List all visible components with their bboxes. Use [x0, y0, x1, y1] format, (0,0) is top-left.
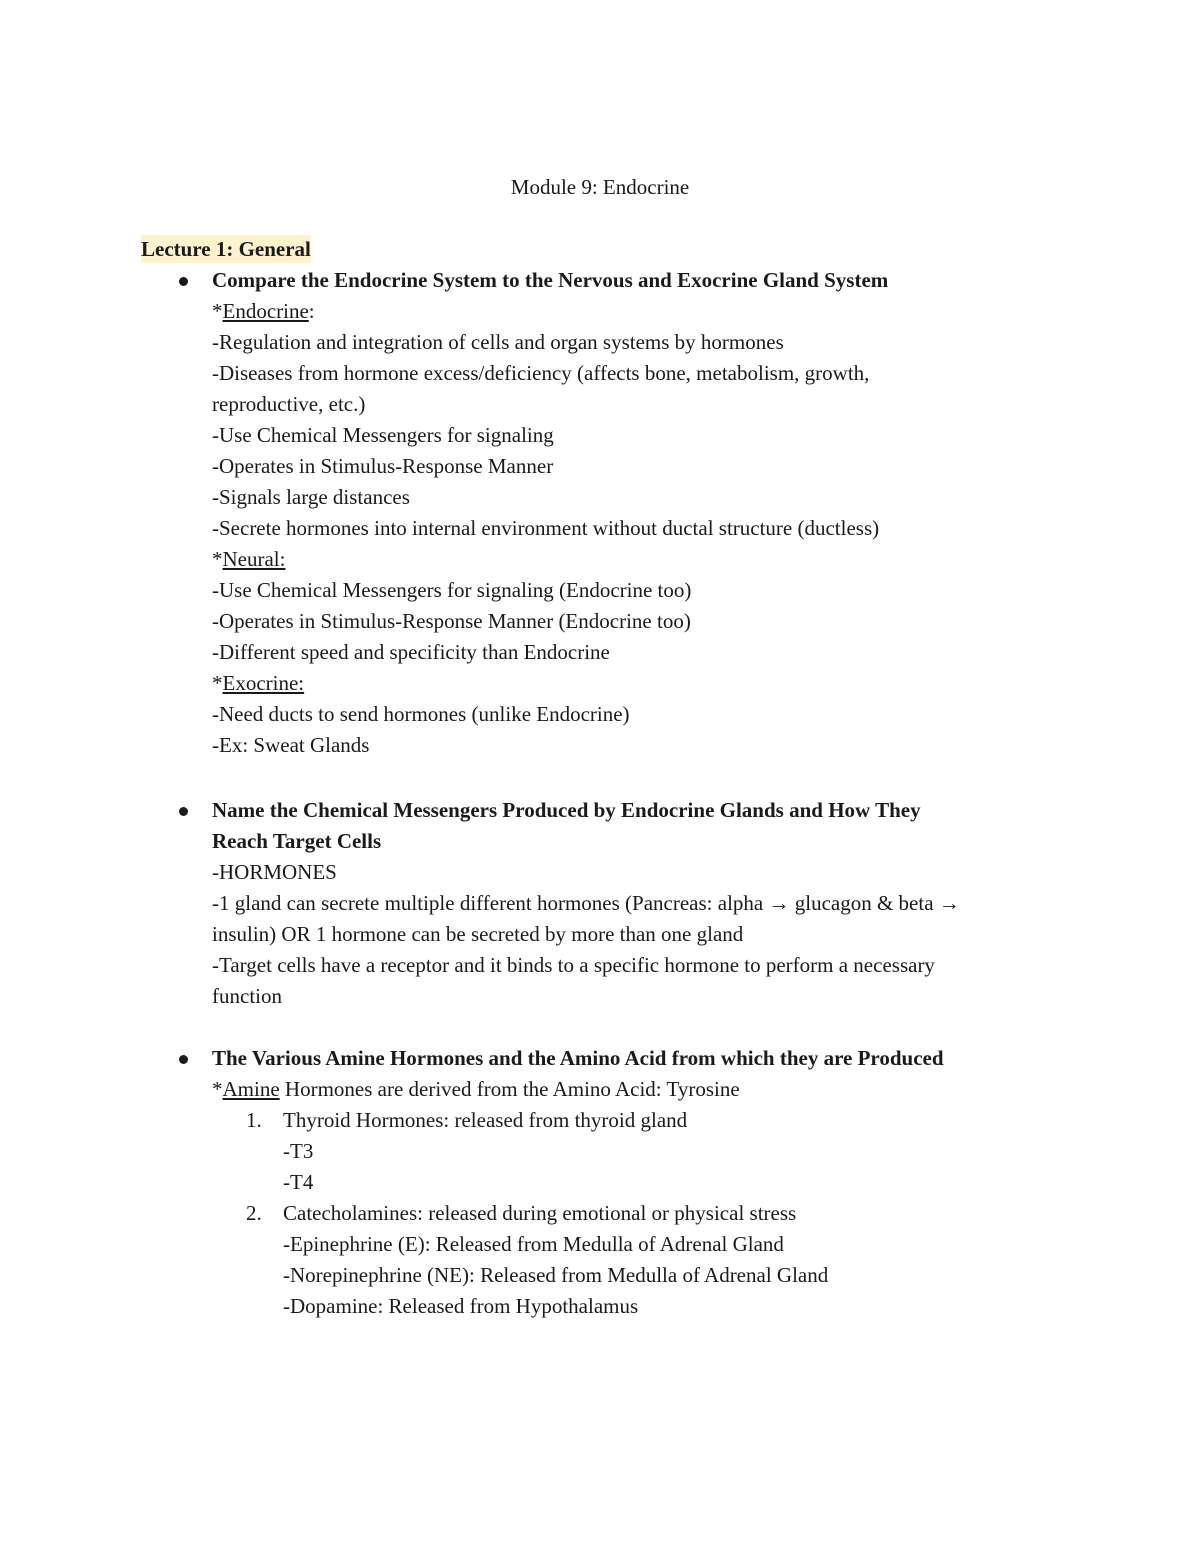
amine-intro-text: Hormones are derived from the Amino Acid: Tyrosine	[279, 1077, 740, 1101]
exocrine-label-text: Exocrine:	[222, 671, 305, 695]
list-item: -Different speed and specificity than Endocrine	[212, 640, 610, 664]
list-item: -Ex: Sweat Glands	[212, 733, 370, 757]
amine-label: Amine	[222, 1077, 280, 1101]
list-item: insulin) OR 1 hormone can be secreted by more than one gland	[212, 922, 744, 946]
section-heading: Compare the Endocrine System to the Nervous and Exocrine Gland System	[212, 268, 889, 292]
list-item: -Use Chemical Messengers for signaling	[212, 423, 554, 447]
sub-item: -Dopamine: Released from Hypothalamus	[283, 1294, 639, 1318]
list-number: 1.	[246, 1108, 262, 1132]
endocrine-label: *Endocrine:	[212, 299, 315, 323]
list-item: -Diseases from hormone excess/deficiency (affects bone, metabolism, growth,	[212, 361, 870, 385]
bullet-dot-icon	[179, 277, 188, 286]
list-item: -Need ducts to send hormones (unlike Endocrine)	[212, 702, 630, 726]
sub-item: -T3	[283, 1139, 314, 1163]
section-heading-continued: Reach Target Cells	[212, 829, 382, 853]
list-item: -Target cells have a receptor and it binds to a specific hormone to perform a necessary	[212, 953, 935, 977]
numbered-item: Thyroid Hormones: released from thyroid gland	[283, 1108, 688, 1132]
section-heading: The Various Amine Hormones and the Amino Acid from which they are Produced	[212, 1046, 944, 1070]
list-item: reproductive, etc.)	[212, 392, 366, 416]
endocrine-label-text: Endocrine	[222, 299, 309, 323]
bullet-dot-icon	[179, 807, 188, 816]
sub-item: -Epinephrine (E): Released from Medulla of Adrenal Gland	[283, 1232, 784, 1256]
neural-label-text: Neural:	[222, 547, 286, 571]
sub-item: -T4	[283, 1170, 314, 1194]
bullet-dot-icon	[179, 1055, 188, 1064]
list-item: -Regulation and integration of cells and organ systems by hormones	[212, 330, 784, 354]
endocrine-colon: :	[308, 299, 315, 323]
list-item: -Operates in Stimulus-Response Manner	[212, 454, 554, 478]
amine-intro: *Amine Hormones are derived from the Amino Acid: Tyrosine	[212, 1077, 740, 1101]
neural-label: *Neural:	[212, 547, 286, 571]
sub-item: -Norepinephrine (NE): Released from Medulla of Adrenal Gland	[283, 1263, 829, 1287]
list-item: -Signals large distances	[212, 485, 410, 509]
lecture-heading: Lecture 1: General	[141, 237, 311, 261]
list-item: -Use Chemical Messengers for signaling (Endocrine too)	[212, 578, 692, 602]
list-item: -Secrete hormones into internal environment without ductal structure (ductless)	[212, 516, 880, 540]
list-item: -1 gland can secrete multiple different hormones (Pancreas: alpha → glucagon & beta →	[212, 891, 960, 915]
section-heading: Name the Chemical Messengers Produced by Endocrine Glands and How They	[212, 798, 921, 822]
list-item: function	[212, 984, 282, 1008]
numbered-item: Catecholamines: released during emotional or physical stress	[283, 1201, 797, 1225]
list-number: 2.	[246, 1201, 262, 1225]
page-title: Module 9: Endocrine	[510, 175, 690, 199]
list-item: -HORMONES	[212, 860, 337, 884]
list-item: -Operates in Stimulus-Response Manner (Endocrine too)	[212, 609, 691, 633]
exocrine-label: *Exocrine:	[212, 671, 305, 695]
